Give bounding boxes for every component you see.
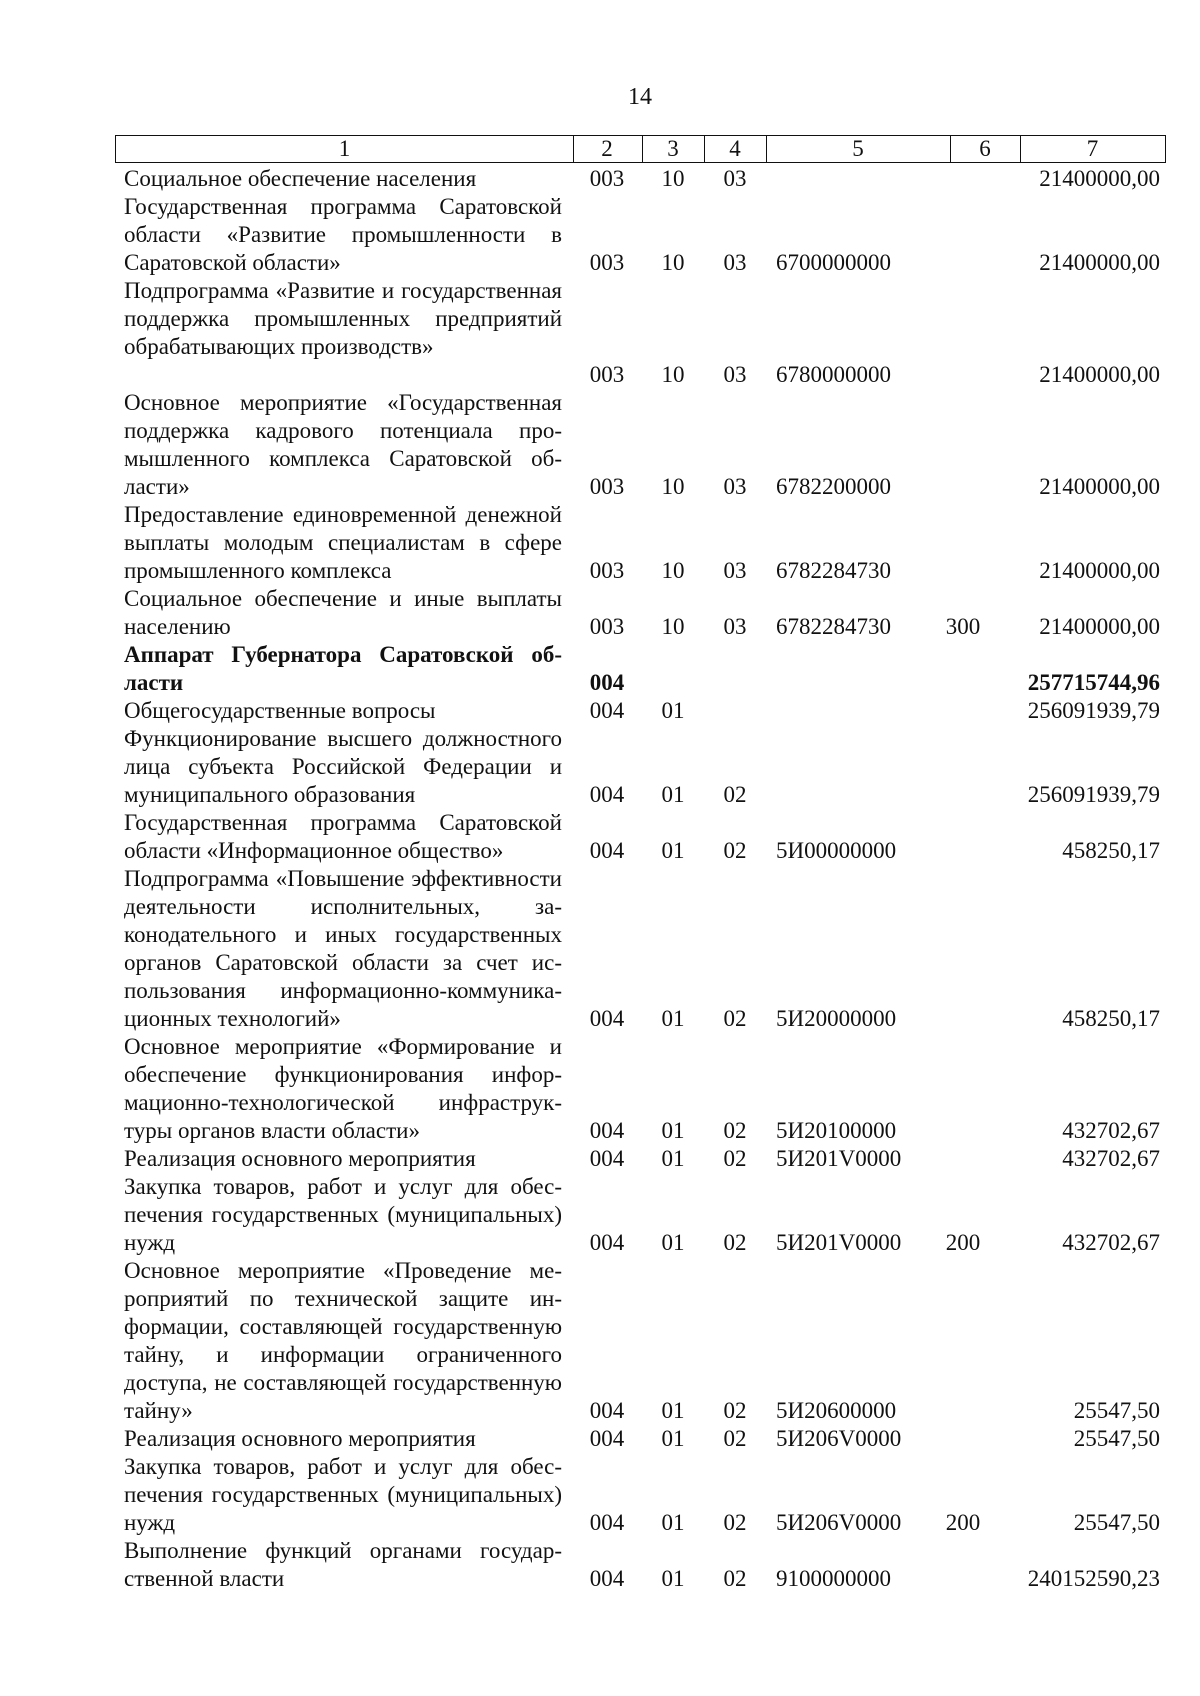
code-admin: 003 (589, 614, 625, 639)
code-section: 10 (661, 250, 685, 275)
amount: 21400000,00 (1039, 250, 1160, 275)
column-header-7: 7 (1020, 135, 1166, 163)
row-name: Подпрограмма «Повышение эффективности деятельности исполнительных, законодательного и иных государственных органов Саратовской области за счет использования информационно-коммуникационных технологий» (124, 866, 562, 1031)
code-subsection: 02 (723, 1566, 747, 1591)
code-section: 10 (661, 558, 685, 583)
code-section: 01 (661, 1566, 685, 1591)
code-target: 5И206V0000 (776, 1510, 902, 1535)
amount: 432702,67 (1062, 1230, 1160, 1255)
amount: 256091939,79 (1027, 698, 1160, 723)
code-expense-type: 200 (945, 1230, 981, 1255)
code-target: 6782284730 (776, 614, 891, 639)
row-name: Функционирование высшего должностного лица субъекта Российской Федерации и муниципального образования (124, 726, 562, 807)
amount: 21400000,00 (1039, 362, 1160, 387)
code-target: 6780000000 (776, 362, 891, 387)
row-codes (0, 1565, 1200, 1593)
code-admin: 003 (589, 558, 625, 583)
column-header-5: 5 (766, 135, 951, 163)
code-section: 01 (661, 1146, 685, 1171)
code-subsection: 02 (723, 1230, 747, 1255)
code-admin: 004 (589, 838, 625, 863)
code-expense-type: 200 (945, 1510, 981, 1535)
code-admin: 004 (589, 670, 625, 695)
code-subsection: 02 (723, 1118, 747, 1143)
code-subsection: 02 (723, 1398, 747, 1423)
row-name: Закупка товаров, работ и услуг для обеспечения государственных (муниципальных) нужд (124, 1174, 562, 1255)
row-name: Общегосударственные вопросы (124, 698, 436, 723)
code-target: 6782284730 (776, 558, 891, 583)
code-admin: 004 (589, 1006, 625, 1031)
column-header-6: 6 (950, 135, 1021, 163)
code-subsection: 02 (723, 838, 747, 863)
code-admin: 003 (589, 362, 625, 387)
row-name: Предоставление единовременной денежной выплаты молодым специалистам в сфере промышленного комплекса (124, 502, 562, 583)
code-subsection: 03 (723, 474, 747, 499)
code-subsection: 03 (723, 362, 747, 387)
code-section: 01 (661, 1118, 685, 1143)
code-subsection: 03 (723, 166, 747, 191)
row-codes (0, 1145, 1200, 1173)
code-admin: 004 (589, 1118, 625, 1143)
row-name: Реализация основного мероприятия (124, 1426, 476, 1451)
row-name: Социальное обеспечение населения (124, 166, 477, 191)
row-codes (0, 837, 1200, 865)
row-name: Социальное обеспечение и иные выплаты населению (124, 586, 562, 639)
code-target: 5И20100000 (776, 1118, 897, 1143)
row-name: Выполнение функций органами государственной власти (124, 1538, 562, 1591)
code-section: 01 (661, 698, 685, 723)
row-codes (0, 697, 1200, 725)
code-section: 10 (661, 166, 685, 191)
code-target: 5И201V0000 (776, 1230, 902, 1255)
code-subsection: 03 (723, 558, 747, 583)
amount: 21400000,00 (1039, 614, 1160, 639)
code-section: 10 (661, 614, 685, 639)
code-subsection: 03 (723, 614, 747, 639)
code-admin: 003 (589, 166, 625, 191)
column-header-2: 2 (572, 135, 643, 163)
amount: 432702,67 (1062, 1146, 1160, 1171)
row-codes (0, 1509, 1200, 1537)
amount: 21400000,00 (1039, 558, 1160, 583)
row-name: Реализация основного мероприятия (124, 1146, 476, 1171)
row-name: Государственная программа Саратовской области «Развитие промышленности в Саратовской области» (124, 194, 562, 275)
code-admin: 004 (589, 1426, 625, 1451)
code-section: 01 (661, 782, 685, 807)
row-codes (0, 613, 1200, 641)
code-section: 10 (661, 474, 685, 499)
code-subsection: 02 (723, 1146, 747, 1171)
code-section: 01 (661, 1398, 685, 1423)
code-admin: 004 (589, 782, 625, 807)
amount: 25547,50 (1073, 1426, 1160, 1451)
row-name: Государственная программа Саратовской области «Информационное общество» (124, 810, 562, 863)
code-target: 6700000000 (776, 250, 891, 275)
page-number: 14 (628, 84, 652, 110)
code-subsection: 02 (723, 1006, 747, 1031)
code-target: 5И206V0000 (776, 1426, 902, 1451)
amount: 25547,50 (1073, 1510, 1160, 1535)
column-header-1: 1 (115, 135, 574, 163)
code-target: 5И20000000 (776, 1006, 897, 1031)
code-section: 01 (661, 1230, 685, 1255)
code-subsection: 02 (723, 1510, 747, 1535)
amount: 25547,50 (1073, 1398, 1160, 1423)
code-section: 01 (661, 838, 685, 863)
row-name: Закупка товаров, работ и услуг для обеспечения государственных (муниципальных) нужд (124, 1454, 562, 1535)
code-section: 01 (661, 1426, 685, 1451)
code-section: 01 (661, 1510, 685, 1535)
amount: 432702,67 (1062, 1118, 1160, 1143)
row-codes (0, 1005, 1200, 1033)
row-codes (0, 249, 1200, 277)
row-codes (0, 361, 1200, 389)
amount: 458250,17 (1062, 1006, 1160, 1031)
code-admin: 003 (589, 250, 625, 275)
code-admin: 003 (589, 474, 625, 499)
amount: 21400000,00 (1039, 166, 1160, 191)
row-codes (0, 1397, 1200, 1425)
row-name: Основное мероприятие «Государственная поддержка кадрового потенциала промышленного комплекса Саратовской области» (124, 390, 562, 499)
row-name: Аппарат Губернатора Саратовской области (124, 642, 562, 695)
row-codes (0, 557, 1200, 585)
code-target: 6782200000 (776, 474, 891, 499)
row-codes (0, 781, 1200, 809)
code-target: 9100000000 (776, 1566, 891, 1591)
code-section: 01 (661, 1006, 685, 1031)
code-subsection: 03 (723, 250, 747, 275)
column-header-4: 4 (704, 135, 767, 163)
amount: 257715744,96 (1027, 670, 1160, 695)
code-admin: 004 (589, 1566, 625, 1591)
code-expense-type: 300 (945, 614, 981, 639)
row-name: Основное мероприятие «Проведение мероприятий по технической защите информации, составляющей государственную тайну, и информации ограниченного доступа, не составляющей государственную тайну» (124, 1258, 562, 1423)
code-target: 5И201V0000 (776, 1146, 902, 1171)
amount: 458250,17 (1062, 838, 1160, 863)
code-admin: 004 (589, 1146, 625, 1171)
column-header-3: 3 (642, 135, 705, 163)
row-codes (0, 1117, 1200, 1145)
row-codes (0, 165, 1200, 193)
row-codes (0, 1229, 1200, 1257)
amount: 21400000,00 (1039, 474, 1160, 499)
amount: 256091939,79 (1027, 782, 1160, 807)
code-target: 5И20600000 (776, 1398, 897, 1423)
amount: 240152590,23 (1027, 1566, 1160, 1591)
table-header (115, 135, 1167, 163)
code-subsection: 02 (723, 782, 747, 807)
code-section: 10 (661, 362, 685, 387)
code-admin: 004 (589, 1230, 625, 1255)
code-admin: 004 (589, 1398, 625, 1423)
row-name: Основное мероприятие «Формирование и обеспечение функционирования информационно-технологической инфраструктуры органов власти области» (124, 1034, 562, 1143)
code-admin: 004 (589, 698, 625, 723)
code-subsection: 02 (723, 1426, 747, 1451)
code-target: 5И00000000 (776, 838, 897, 863)
code-admin: 004 (589, 1510, 625, 1535)
row-codes (0, 1425, 1200, 1453)
row-codes (0, 473, 1200, 501)
row-codes (0, 669, 1200, 697)
row-name: Подпрограмма «Развитие и государственная поддержка промышленных предприятий обрабатывающих производств» (124, 278, 562, 359)
